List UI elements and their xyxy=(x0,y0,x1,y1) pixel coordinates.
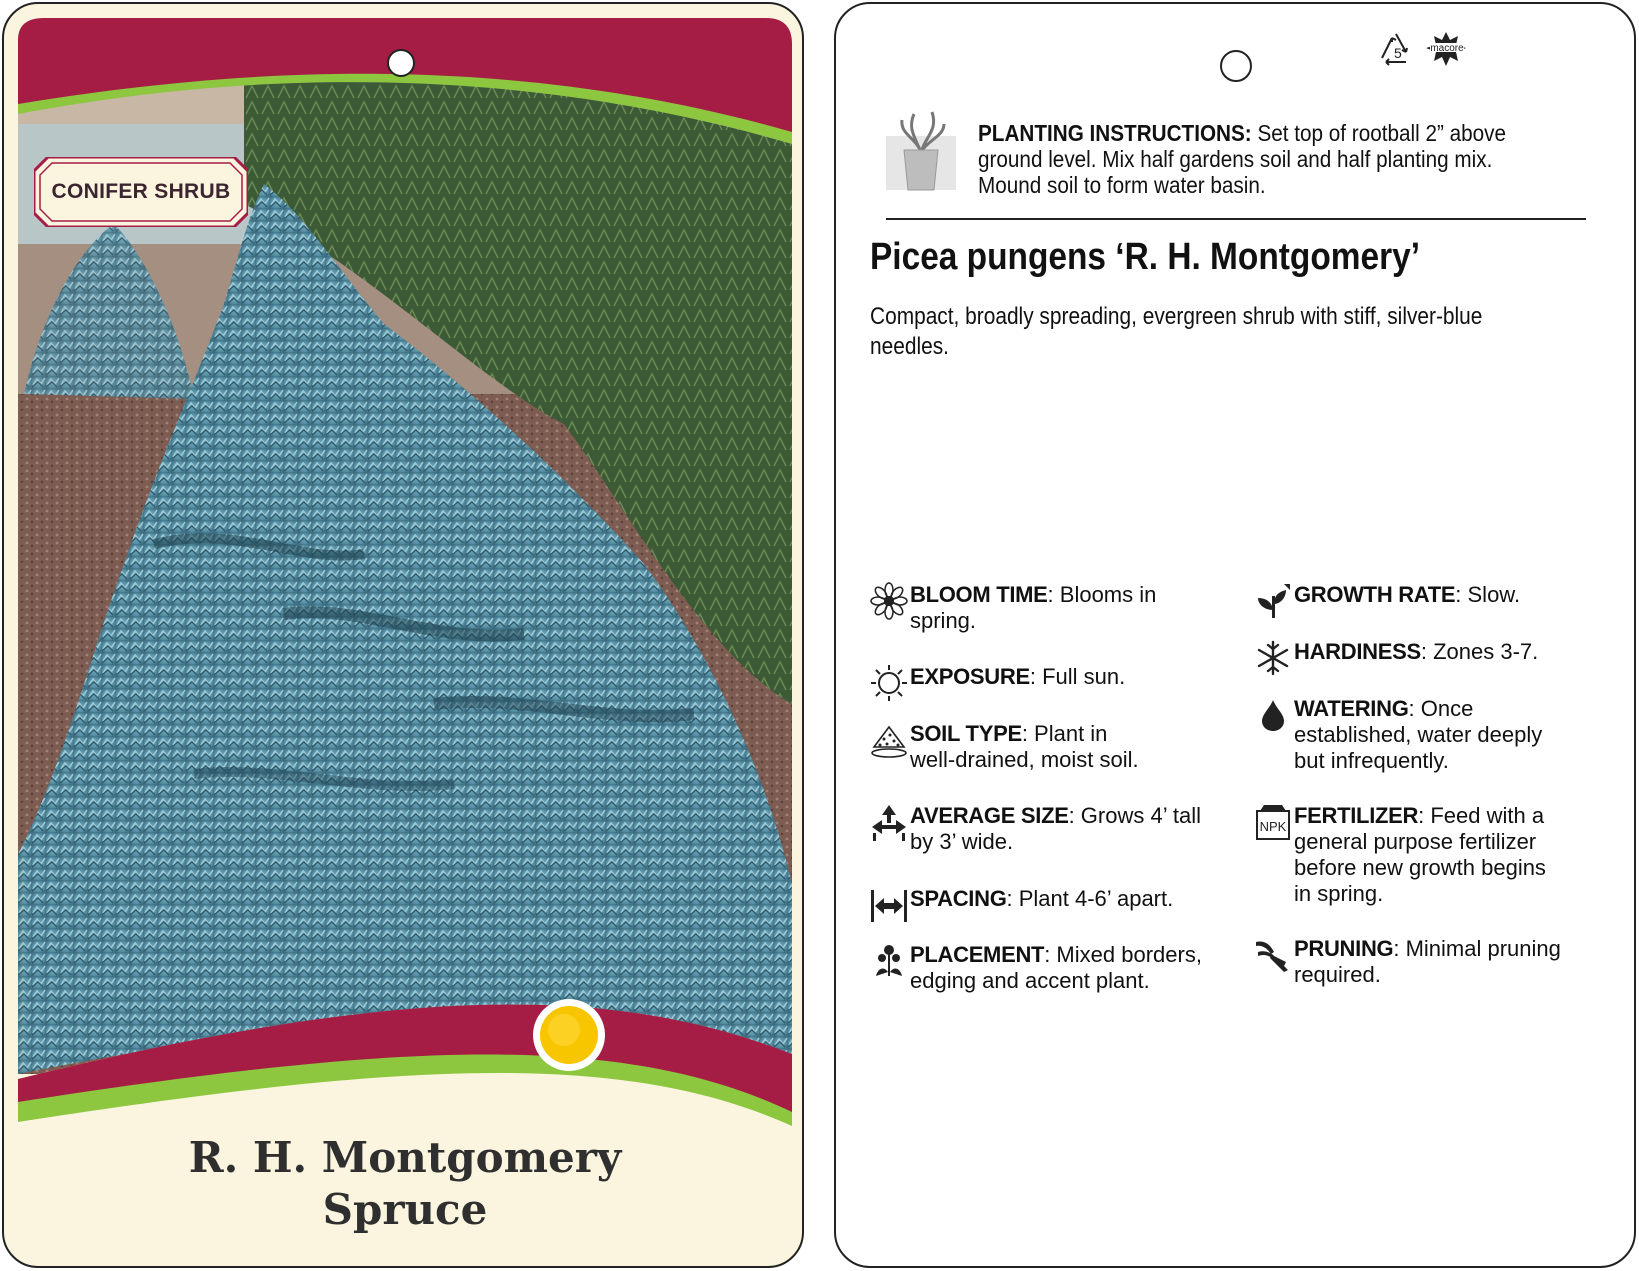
planting-instructions xyxy=(978,120,1527,198)
attr-value-line2: edging and accent plant. xyxy=(910,968,1150,993)
attr-label: HARDINESS xyxy=(1294,639,1421,664)
botanical-name: Picea pungens ‘R. H. Montgomery’ xyxy=(870,236,1420,278)
placement-icon xyxy=(870,942,908,980)
attr-value-line2: spring. xyxy=(910,608,977,633)
npk-label: NPK xyxy=(1259,819,1287,834)
attr-label: GROWTH RATE xyxy=(1294,582,1456,607)
common-name xyxy=(4,1132,804,1236)
size-arrows-icon xyxy=(870,803,908,841)
attr-label: PLACEMENT xyxy=(910,942,1045,967)
attr-value: : Mixed borders, xyxy=(1044,942,1202,967)
attr-value-line4: in spring. xyxy=(1294,881,1384,906)
attr-value: : Blooms in xyxy=(1047,582,1157,607)
attr-label: SOIL TYPE xyxy=(910,721,1022,746)
attr-label: SPACING xyxy=(910,886,1007,911)
attr-value: : Feed with a xyxy=(1418,803,1545,828)
attr-label: EXPOSURE xyxy=(910,664,1030,689)
hang-hole xyxy=(1220,50,1252,82)
common-name-line1: R. H. Montgomery xyxy=(188,1133,622,1182)
attr-label: FERTILIZER xyxy=(1294,803,1419,828)
planting-label: PLANTING INSTRUCTIONS: xyxy=(978,120,1252,146)
attr-label: BLOOM TIME xyxy=(910,582,1048,607)
attr-value-line2: required. xyxy=(1294,962,1381,987)
attr-value: : Plant in xyxy=(1021,721,1108,746)
soil-icon xyxy=(870,721,908,759)
recycle-code: 5 xyxy=(1394,45,1402,61)
sun-icon xyxy=(870,664,908,702)
planting-text: Set top of rootball 2” above ground level. Mix half gardens soil and half planting mix. Mound soil to form water basin. xyxy=(978,120,1507,198)
attr-value-line2: well-drained, moist soil. xyxy=(910,747,1139,772)
recycling-marks xyxy=(1376,28,1476,72)
macore-brand: macore xyxy=(1430,43,1464,54)
growth-icon xyxy=(1254,582,1292,620)
attr-label: PRUNING xyxy=(1294,936,1394,961)
attr-value: : Zones 3-7. xyxy=(1420,639,1539,664)
attr-value-line2: by 3’ wide. xyxy=(910,829,1014,854)
pruners-icon xyxy=(1254,936,1292,974)
spacing-icon xyxy=(870,886,908,924)
attr-label: AVERAGE SIZE xyxy=(910,803,1069,828)
attr-value: : Plant 4-6’ apart. xyxy=(1006,886,1174,911)
attr-value: : Once xyxy=(1408,696,1474,721)
planting-pot-icon xyxy=(886,106,956,196)
water-drop-icon xyxy=(1254,696,1292,734)
front-tag xyxy=(2,2,804,1268)
attr-value-line2: established, water deeply xyxy=(1294,722,1543,747)
description: Compact, broadly spreading, evergreen shrub with stiff, silver-blue needles. xyxy=(870,303,1483,360)
full-sun-icon xyxy=(531,997,607,1073)
attr-value: : Grows 4’ tall xyxy=(1068,803,1202,828)
category-badge-label: CONIFER SHRUB xyxy=(51,180,231,203)
flower-icon xyxy=(870,582,908,620)
hang-hole xyxy=(387,49,415,77)
npk-icon xyxy=(1254,803,1292,841)
snowflake-icon xyxy=(1254,639,1292,677)
attr-value: : Minimal pruning xyxy=(1393,936,1561,961)
attr-value-line2: general purpose fertilizer xyxy=(1294,829,1537,854)
divider xyxy=(886,218,1586,220)
attr-value-line3: before new growth begins xyxy=(1294,855,1546,880)
attr-value: : Full sun. xyxy=(1029,664,1126,689)
common-name-line2: Spruce xyxy=(322,1185,488,1234)
attr-value: : Slow. xyxy=(1455,582,1521,607)
attr-label: WATERING xyxy=(1294,696,1409,721)
back-tag xyxy=(834,2,1636,1268)
attr-value-line3: but infrequently. xyxy=(1294,748,1449,773)
